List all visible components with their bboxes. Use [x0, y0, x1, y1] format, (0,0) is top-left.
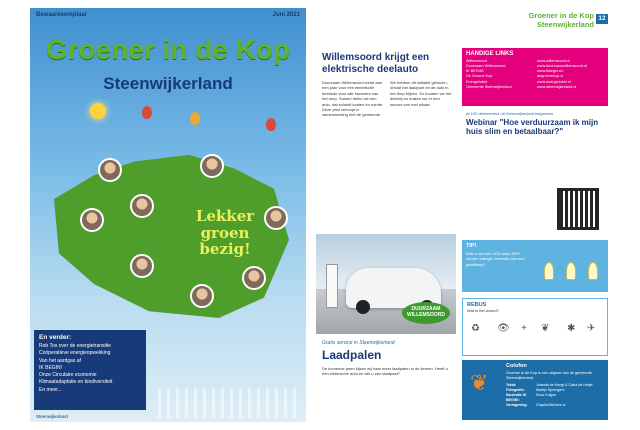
- cover-page: [30, 8, 306, 422]
- colofon-value: Jolanda de Knegt & Ciska de Heijer: [536, 383, 593, 388]
- link-label: IK BEGIN!: [466, 69, 484, 74]
- link-url[interactable]: www.energieloket.nl: [537, 79, 571, 84]
- charging-station-icon: [326, 264, 338, 308]
- portrait-photo: [242, 266, 266, 290]
- webinar-kicker: Al 100 deelnemers uit Steenwijkerland begonnen: [466, 111, 553, 116]
- link-url[interactable]: www.willemsoord.nl: [537, 59, 571, 63]
- article-spread: [316, 8, 608, 422]
- eye-icon: 👁: [497, 323, 510, 334]
- link-label: Duurzaam Willemsoord: [466, 64, 506, 69]
- right-column: [462, 8, 608, 422]
- link-label: Willemsoord: [466, 59, 487, 63]
- link-label: Energieloket: [466, 79, 488, 84]
- colofon-heading: Colofon: [506, 363, 527, 369]
- colofon-box: [462, 360, 608, 420]
- portrait-photo: [98, 158, 122, 182]
- colofon-row: [506, 393, 604, 403]
- portrait-photo: [130, 194, 154, 218]
- cover-subtitle: Steenwijkerland: [103, 74, 233, 93]
- laadpalen-text: De komende jaren kijken wij naar meer laadpalen in de kernen. Heeft u een elektrische auto en wilt u een laadpaal?: [322, 366, 448, 377]
- colofon-intro: Groener in de Kop is een uitgave van de gemeente Steenwijkerland.: [506, 371, 592, 381]
- article-title: Willemsoord krijgt een elektrische deelauto: [322, 52, 430, 75]
- electric-car-photo: [316, 234, 456, 334]
- article-text: We hebben dit initiatief gekozen, omdat het laadpunt en de auto in het dorp blijven. Zo houden we het dichtbij en maken we er een succes van met elkaar.: [390, 80, 452, 107]
- colofon-label: Tekst:: [506, 383, 517, 388]
- balloon-icon: [266, 118, 276, 131]
- contents-item: Rob Tos over de energietransitie: [39, 343, 111, 349]
- link-label: Gemeente Steenwijkerland: [466, 84, 512, 89]
- links-heading: HANDIGE LINKS: [466, 51, 514, 57]
- article-text: Duurzaam Willemsoord werkt aan een plan voor een elektrische deelauto voor alle inwoners van het dorp. Samen delen we een auto, dat scheelt kosten én ruimte. Deze pilot verloopt in samenwerking met de gemeente.: [322, 80, 384, 118]
- link-url[interactable]: www.steenwijkerland.nl: [537, 84, 577, 89]
- colofon-value: GraphicStichers.nl: [536, 403, 566, 408]
- contents-item: IK BEGIN!: [39, 364, 63, 371]
- cover-header: [36, 12, 300, 18]
- lightbulb-icon: [588, 262, 598, 280]
- colofon-label: Illustratie IK BEGIN!:: [506, 393, 527, 403]
- crowd-silhouette: [158, 388, 298, 418]
- brand-line: Groener in de Kop: [528, 11, 594, 20]
- cover-slogan: Lekker groen bezig!: [195, 207, 255, 258]
- tip-box: [462, 240, 608, 292]
- brand-line: Steenwijkerland: [536, 19, 594, 29]
- portrait-photo: [80, 208, 104, 232]
- bird-icon: ✈: [587, 323, 596, 334]
- laadpalen-kicker: Gratis service in Steenwijkerland: [322, 340, 395, 346]
- handy-links-box: [462, 48, 608, 106]
- balloon-icon: [190, 112, 200, 125]
- rebus-heading: REBUS: [467, 302, 487, 308]
- butterfly-icon: ❦: [470, 370, 489, 395]
- link-label: De Groene Kop: [466, 74, 493, 79]
- colofon-value: Suus Kuijper: [536, 393, 557, 398]
- wheel-icon: [356, 300, 370, 314]
- laadpalen-title: Laadpalen: [322, 348, 382, 362]
- cover-title: Groener in de Kop: [45, 34, 291, 65]
- plus-icon: +: [521, 323, 527, 334]
- portrait-photo: [190, 284, 214, 308]
- page-number: 12: [596, 14, 608, 24]
- star-icon: ✱: [567, 323, 576, 334]
- leaf-icon: ❦: [541, 323, 550, 334]
- link-url[interactable]: www.duurzaamwillemsoord.nl: [537, 64, 588, 69]
- tip-heading: TIP!: [466, 243, 477, 249]
- balloon-icon: [142, 106, 152, 119]
- colofon-label: Fotografie:: [506, 388, 525, 393]
- left-column: [316, 8, 456, 422]
- portrait-photo: [130, 254, 154, 278]
- colofon-value: Martijn Sprengers: [536, 388, 565, 393]
- sun-icon: [90, 103, 106, 119]
- brand-header: [462, 12, 608, 29]
- tip-text: Wist u dat een LED-lamp 90% minder energie verbruikt dan een gloeilamp?: [466, 251, 525, 267]
- issue-date: Juni 2021: [272, 12, 300, 18]
- contents-item: Onze Circulaire economie: [39, 372, 97, 378]
- contents-item: Klimaatadaptatie en biodiversiteit: [39, 379, 113, 386]
- colofon-row: [506, 403, 604, 408]
- duurzaam-willemsoord-badge: DUURZAAM WILLEMSOORD: [402, 302, 450, 324]
- link-url[interactable]: www.ikbegin.nu: [537, 69, 564, 74]
- contents-heading: En verder:: [39, 334, 72, 341]
- colofon-label: Vormgeving:: [506, 403, 528, 408]
- contents-item: En meer...: [39, 386, 62, 393]
- contents-item: Van het aardgas af: [39, 357, 81, 364]
- rebus-box: [462, 298, 608, 356]
- lightbulb-icon: [544, 262, 554, 280]
- recycle-icon: ♻: [471, 323, 480, 334]
- webinar-title: Webinar "Hoe verduurzaam ik mijn huis slim en betaalbaar?": [466, 118, 599, 137]
- link-url[interactable]: degroenekop.nl: [537, 74, 564, 79]
- rebus-prompt: Wat is het woord?: [467, 308, 499, 313]
- contents-box: [34, 330, 146, 410]
- contents-item: Coöperatieve energieopwekking: [39, 350, 111, 357]
- qr-code-icon[interactable]: [560, 191, 596, 227]
- municipality-logo: Steenwijkerland: [36, 414, 68, 419]
- portrait-photo: [200, 154, 224, 178]
- lightbulb-icon: [566, 262, 576, 280]
- edition-label: Bewaarexemplaar: [36, 12, 88, 18]
